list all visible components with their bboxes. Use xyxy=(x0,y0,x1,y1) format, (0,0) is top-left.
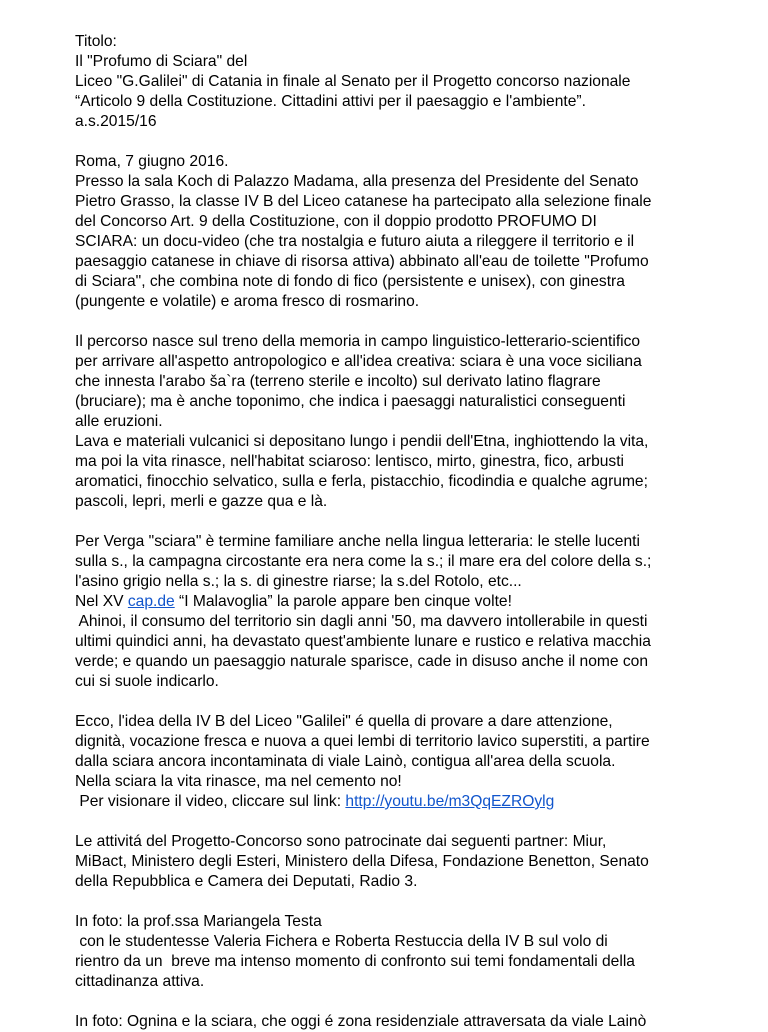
paragraph-line: cittadinanza attiva. xyxy=(75,973,205,990)
paragraph-line: di Sciara", che combina note di fondo di fico (persistente e unisex), con ginestra xyxy=(75,273,625,290)
paragraph-line: cui si suole indicarlo. xyxy=(75,673,219,690)
paragraph-line: Presso la sala Koch di Palazzo Madama, alla presenza del Presidente del Senato xyxy=(75,173,639,190)
link-suffix-text: “I Malavoglia” la parole appare ben cinque volte! xyxy=(174,593,512,610)
paragraph-gap xyxy=(75,892,755,912)
paragraph-line: sulla s., la campagna circostante era nera come la s.; il mare era del colore della s.; xyxy=(75,553,652,570)
title-block xyxy=(75,32,755,132)
title-year: a.s.2015/16 xyxy=(75,113,157,130)
paragraph-gap xyxy=(75,992,755,1012)
video-link-prefix: Per visionare il video, cliccare sul link: xyxy=(75,793,346,810)
paragraph-partners xyxy=(75,832,755,892)
paragraph-line: l'asino grigio nella s.; la s. di ginestre riarse; la s.del Rotolo, etc... xyxy=(75,573,522,590)
paragraph-line: dignità, vocazione fresca e nuova a quei lembi di territorio lavico superstiti, a partire xyxy=(75,733,650,750)
paragraph-line: alle eruzioni. xyxy=(75,413,163,430)
paragraph-line: del Concorso Art. 9 della Costituzione, con il doppio prodotto PROFUMO DI xyxy=(75,213,597,230)
paragraph-line: Lava e materiali vulcanici si depositano lungo i pendii dell'Etna, inghiottendo la vita, xyxy=(75,433,649,450)
paragraph-line: per arrivare all'aspetto antropologico e all'idea creativa: sciara è una voce siciliana xyxy=(75,353,642,370)
cap-de-link[interactable]: cap.de xyxy=(127,593,175,610)
paragraph-photo-caption-2 xyxy=(75,1012,755,1032)
paragraph-line: che innesta l'arabo ša`ra (terreno sterile e incolto) sul derivato latino flagrare xyxy=(75,373,601,390)
paragraph-line: ma poi la vita rinasce, nell'habitat sciaroso: lentisco, mirto, ginestra, fico, arbusti xyxy=(75,453,625,470)
paragraph-line: Roma, 7 giugno 2016. xyxy=(75,153,229,170)
paragraph-line: MiBact, Ministero degli Esteri, Ministero della Difesa, Fondazione Benetton, Senato xyxy=(75,853,649,870)
paragraph-gap xyxy=(75,312,755,332)
paragraph-gap xyxy=(75,132,755,152)
paragraph-line: rientro da un breve ma intenso momento di confronto sui temi fondamentali della xyxy=(75,953,635,970)
paragraph-line: Nella sciara la vita rinasce, ma nel cemento no! xyxy=(75,773,402,790)
paragraph-gap xyxy=(75,512,755,532)
paragraph-line-with-link xyxy=(75,592,755,612)
paragraph-line: dalla sciara ancora incontaminata di viale Lainò, contigua all'area della scuola. xyxy=(75,753,616,770)
link-prefix-text: Nel XV xyxy=(75,593,128,610)
paragraph-line: Per Verga "sciara" è termine familiare anche nella lingua letteraria: le stelle lucenti xyxy=(75,533,640,550)
paragraph-line: Ecco, l'idea della IV B del Liceo "Galilei" é quella di provare a dare attenzione, xyxy=(75,713,613,730)
paragraph-line: Ahinoi, il consumo del territorio sin dagli anni '50, ma davvero intollerabile in questi xyxy=(75,613,648,630)
paragraph-line: aromatici, finocchio selvatico, sulla e ferla, pistacchio, ficodindia e qualche agrume; xyxy=(75,473,648,490)
paragraph-line: paesaggio catanese in chiave di risorsa attiva) abbinato all'eau de toilette "Profumo xyxy=(75,253,649,270)
paragraph-line: (bruciare); ma è anche toponimo, che indica i paesaggi naturalistici conseguenti xyxy=(75,393,626,410)
paragraph-line-with-link xyxy=(75,792,755,812)
paragraph-line: Le attivitá del Progetto-Concorso sono patrocinate dai seguenti partner: Miur, xyxy=(75,833,607,850)
paragraph-photo-caption-1 xyxy=(75,912,755,992)
paragraph-rome xyxy=(75,152,755,312)
document-page xyxy=(75,32,755,1032)
paragraph-line: (pungente e volatile) e aroma fresco di rosmarino. xyxy=(75,293,420,310)
paragraph-verga xyxy=(75,532,755,692)
title-line: Liceo "G.Galilei" di Catania in finale al Senato per il Progetto concorso nazionale xyxy=(75,73,631,90)
paragraph-line: con le studentesse Valeria Fichera e Roberta Restuccia della IV B sul volo di xyxy=(75,933,608,950)
paragraph-line: verde; e quando un paesaggio naturale sparisce, cade in disuso anche il nome con xyxy=(75,653,649,670)
title-label: Titolo: xyxy=(75,33,117,50)
paragraph-line: In foto: Ognina e la sciara, che oggi é zona residenziale attraversata da viale Lainò xyxy=(75,1013,647,1030)
paragraph-idea xyxy=(75,712,755,812)
title-line: Il "Profumo di Sciara" del xyxy=(75,53,248,70)
title-line: “Articolo 9 della Costituzione. Cittadini attivi per il paesaggio e l'ambiente”. xyxy=(75,93,586,110)
paragraph-line: SCIARA: un docu-video (che tra nostalgia e futuro aiuta a rileggere il territorio e il xyxy=(75,233,635,250)
paragraph-line: ultimi quindici anni, ha devastato quest'ambiente lunare e rustico e relativa macchia xyxy=(75,633,651,650)
paragraph-line: Il percorso nasce sul treno della memoria in campo linguistico-letterario-scientifico xyxy=(75,333,641,350)
paragraph-line: pascoli, lepri, merli e gazze qua e là. xyxy=(75,493,328,510)
paragraph-gap xyxy=(75,692,755,712)
paragraph-line: In foto: la prof.ssa Mariangela Testa xyxy=(75,913,322,930)
paragraph-gap xyxy=(75,812,755,832)
youtube-video-link[interactable]: http://youtu.be/m3QqEZROylg xyxy=(345,793,555,810)
paragraph-line: della Repubblica e Camera dei Deputati, Radio 3. xyxy=(75,873,418,890)
paragraph-line: Pietro Grasso, la classe IV B del Liceo catanese ha partecipato alla selezione finale xyxy=(75,193,652,210)
paragraph-percorso xyxy=(75,332,755,512)
